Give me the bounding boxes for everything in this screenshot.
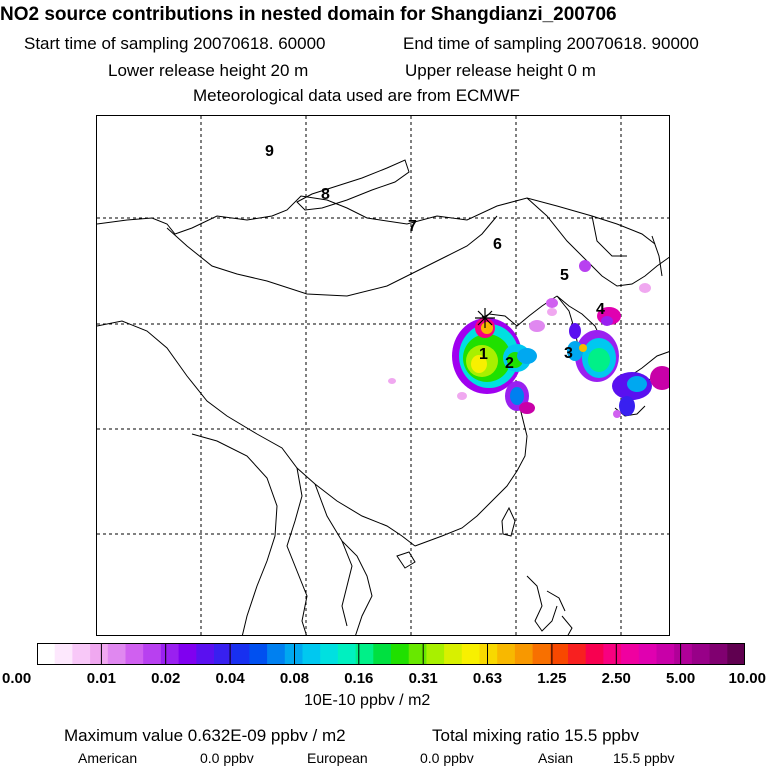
legend-color-cell <box>621 643 639 665</box>
legend-color-cell <box>285 643 303 665</box>
legend-tick-label: 0.31 <box>408 670 438 687</box>
legend-tick-label: 0.02 <box>151 670 181 687</box>
start-time-label: Start time of sampling 20070618. 60000 <box>24 34 326 53</box>
chart-title: NO2 source contributions in nested domain for Shangdianzi_200706 <box>0 4 617 25</box>
legend-tick-label: 0.63 <box>472 670 503 687</box>
american-label: American <box>78 750 138 766</box>
legend-color-cell <box>462 643 480 665</box>
legend-tick-label: 0.16 <box>344 670 374 687</box>
legend-color-cell <box>214 643 232 665</box>
legend-color-cell <box>161 643 179 665</box>
legend-tick-label: 1.25 <box>537 670 567 687</box>
total-mixing-ratio-label: Total mixing ratio 15.5 ppbv <box>432 726 639 745</box>
legend-color-cell <box>143 643 161 665</box>
legend-color-cell <box>249 643 267 665</box>
region-label-8: 8 <box>321 186 330 203</box>
legend-tick-label: 5.00 <box>666 670 696 687</box>
region-label-6: 6 <box>493 236 502 253</box>
region-label-7: 7 <box>408 218 417 235</box>
region-label-9: 9 <box>265 143 274 160</box>
station-star-icon <box>475 308 495 328</box>
american-value: 0.0 ppbv <box>200 750 254 766</box>
legend-color-cell <box>179 643 197 665</box>
legend-color-cell <box>90 643 108 665</box>
legend-color-cell <box>480 643 498 665</box>
legend-tick-label: 0.08 <box>279 670 310 687</box>
legend-color-cell <box>391 643 409 665</box>
region-label-4: 4 <box>596 301 605 318</box>
legend-color-cell <box>603 643 621 665</box>
legend-tick-label: 0.01 <box>86 670 116 687</box>
lower-height-label: Lower release height 20 m <box>108 61 309 80</box>
legend-color-cell <box>55 643 73 665</box>
legend-tick-label: 2.50 <box>601 670 631 687</box>
legend-color-cell <box>674 643 692 665</box>
region-label-1: 1 <box>479 346 488 363</box>
asian-label: Asian <box>538 750 574 766</box>
european-value: 0.0 ppbv <box>420 750 474 766</box>
legend-color-cell <box>710 643 728 665</box>
legend-color-cell <box>126 643 144 665</box>
asian-value: 15.5 ppbv <box>613 750 675 766</box>
legend-color-cell <box>303 643 321 665</box>
region-label-3: 3 <box>564 345 573 362</box>
legend-color-cell <box>692 643 710 665</box>
legend-color-cell <box>320 643 338 665</box>
maximum-value-label: Maximum value 0.632E-09 ppbv / m2 <box>64 726 346 745</box>
legend-color-cell <box>232 643 250 665</box>
legend-color-cell <box>37 643 55 665</box>
region-label-5: 5 <box>560 267 569 284</box>
legend-color-cell <box>568 643 586 665</box>
legend-tick-label: 10.00 <box>728 670 766 687</box>
legend-color-cell <box>550 643 568 665</box>
legend-color-cell <box>426 643 444 665</box>
legend-unit-label: 10E-10 ppbv / m2 <box>304 692 431 709</box>
legend-color-cell <box>72 643 90 665</box>
concentration-plume <box>388 260 670 418</box>
legend-color-cell <box>409 643 427 665</box>
region-label-2: 2 <box>505 355 514 372</box>
map-canvas <box>97 116 670 636</box>
legend-color-cell <box>338 643 356 665</box>
legend-color-cell <box>657 643 675 665</box>
legend-color-cell <box>267 643 285 665</box>
legend-tick-label: 0.04 <box>215 670 245 687</box>
met-data-label: Meteorological data used are from ECMWF <box>193 86 520 105</box>
legend-color-cell <box>586 643 604 665</box>
upper-height-label: Upper release height 0 m <box>405 61 596 80</box>
color-scale-bar <box>37 643 745 667</box>
legend-color-cell <box>497 643 515 665</box>
legend-color-cell <box>196 643 214 665</box>
borders <box>97 160 670 636</box>
legend-color-cell <box>444 643 462 665</box>
end-time-label: End time of sampling 20070618. 90000 <box>403 34 699 53</box>
legend-color-cell <box>727 643 745 665</box>
european-label: European <box>307 750 368 766</box>
legend-tick-label: 0.00 <box>2 670 32 687</box>
map-panel <box>96 115 670 636</box>
legend-color-cell <box>515 643 533 665</box>
legend-color-cell <box>639 643 657 665</box>
legend-color-cell <box>108 643 126 665</box>
legend-color-cell <box>373 643 391 665</box>
legend-color-cell <box>533 643 551 665</box>
